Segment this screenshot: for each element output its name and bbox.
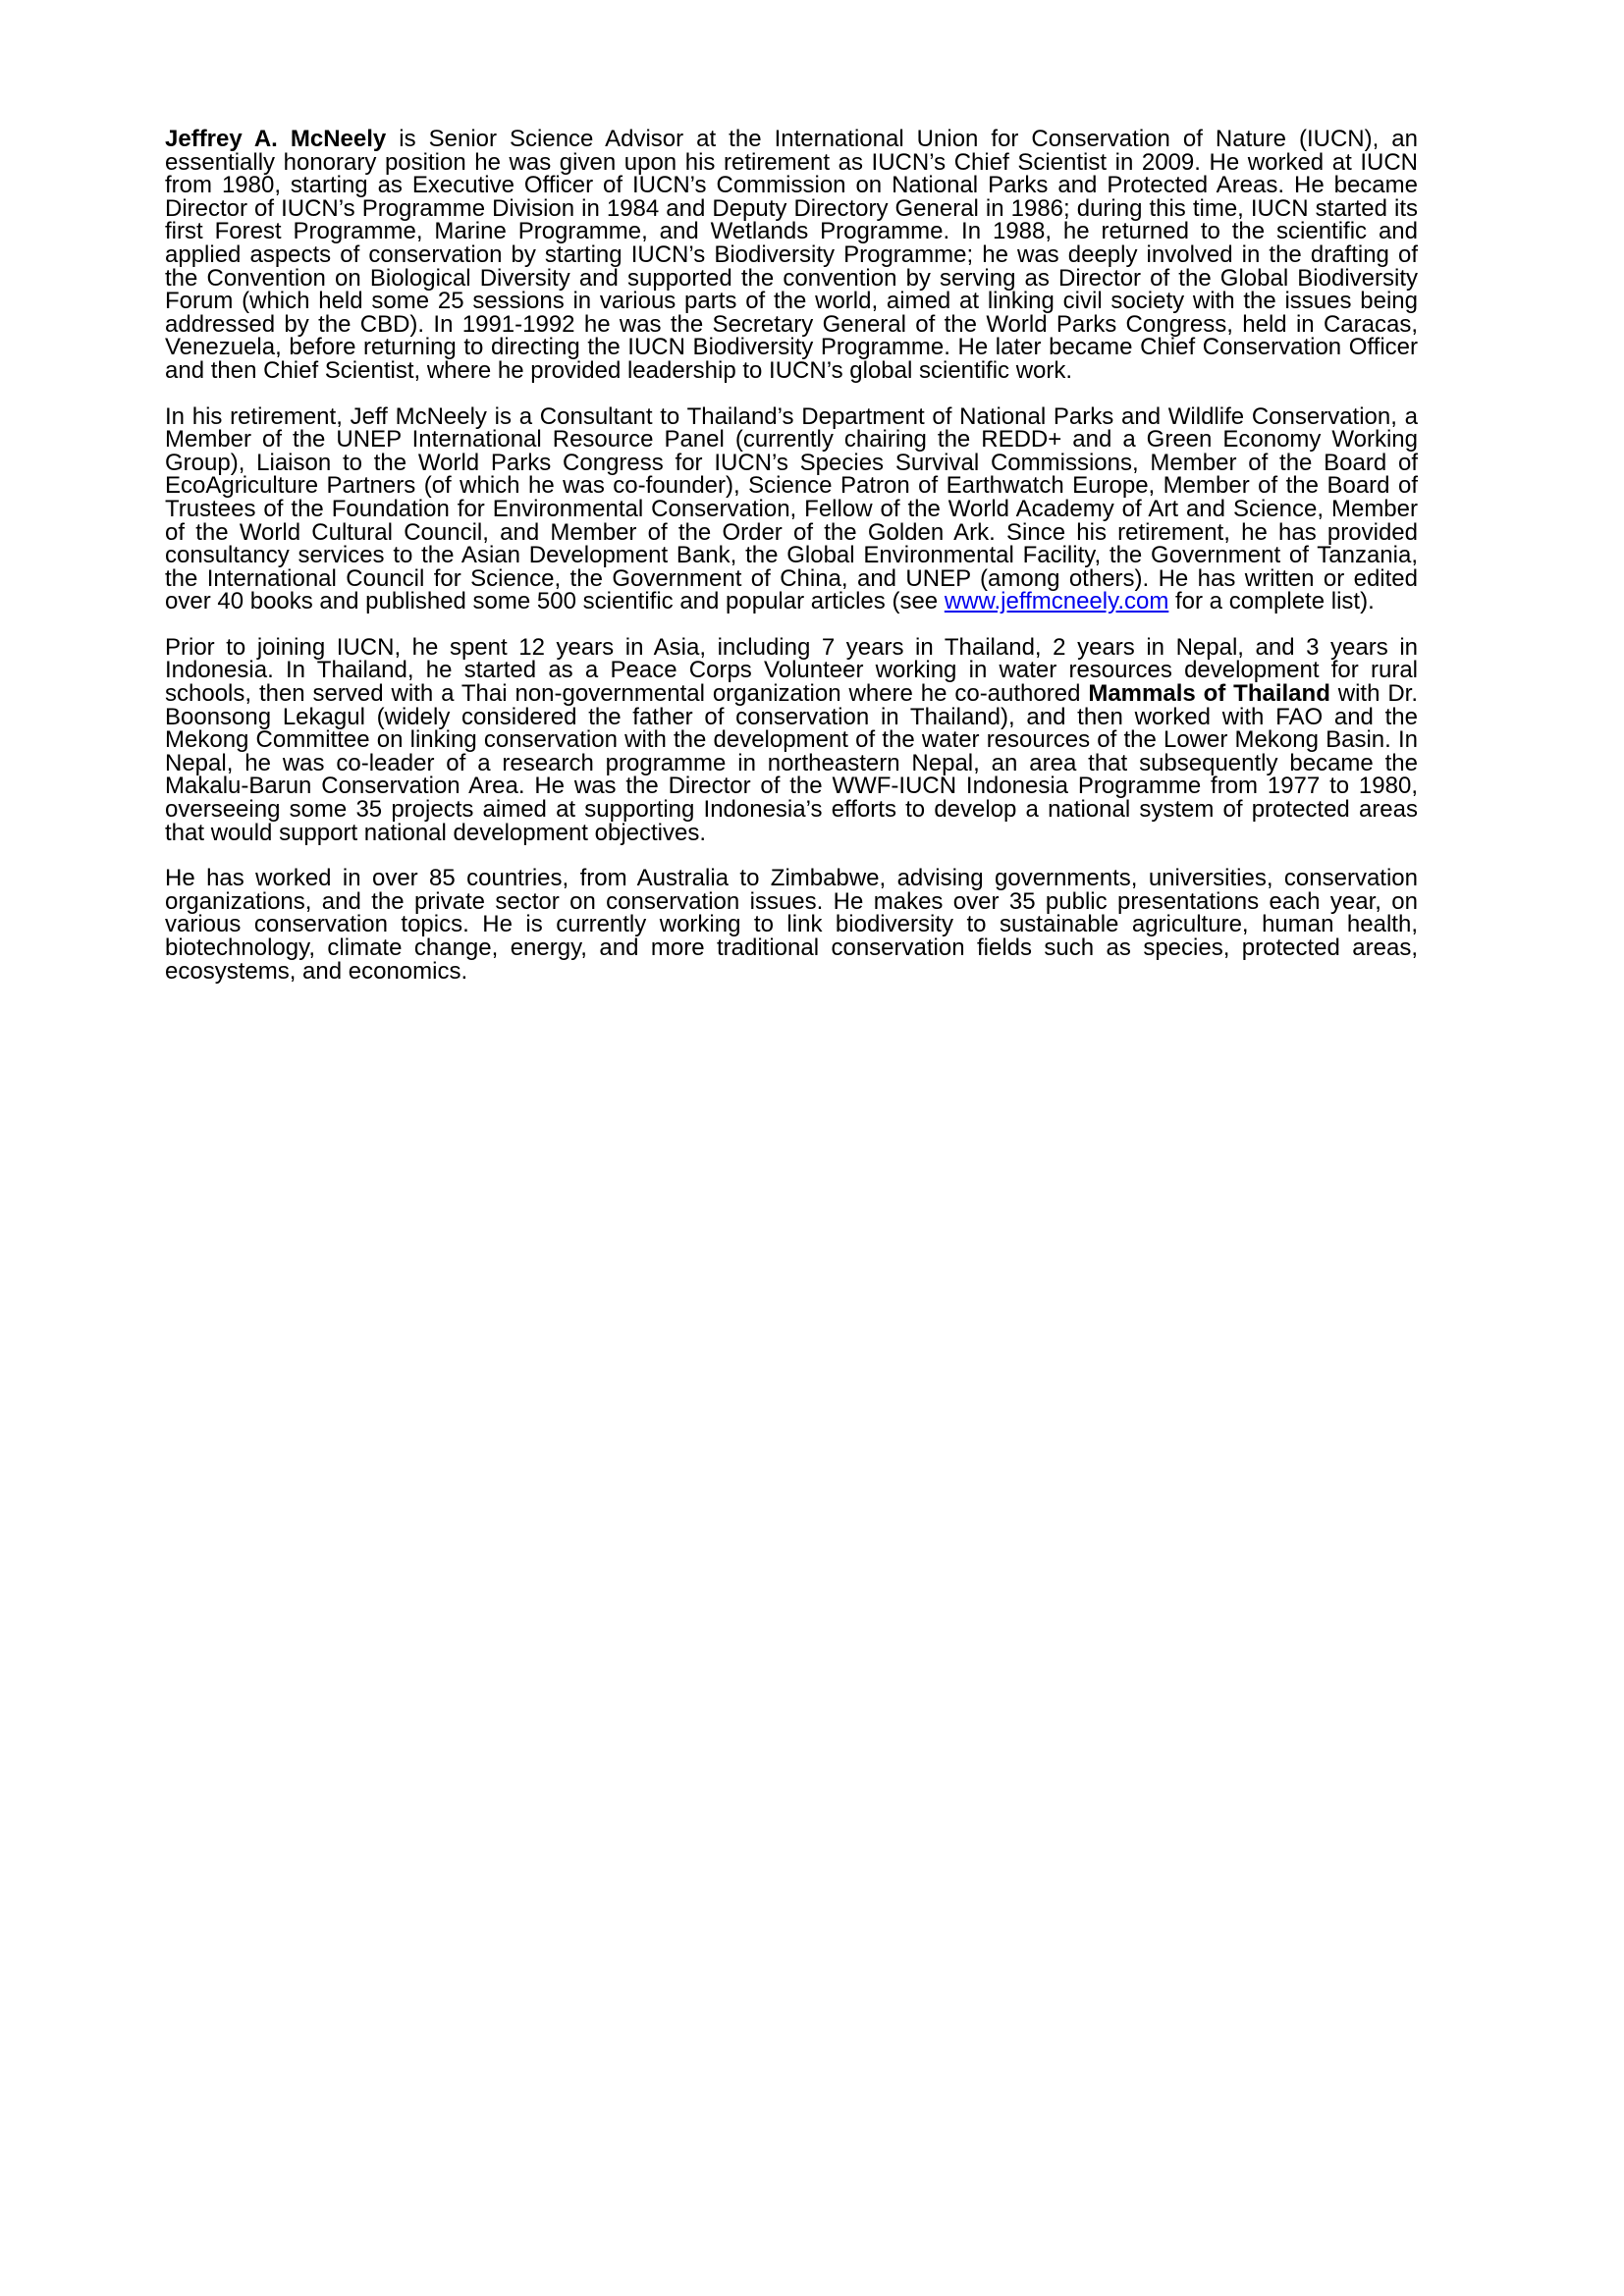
paragraph-retirement-roles-text-before-link: In his retirement, Jeff McNeely is a Consultant to Thailand’s Department of National Parks and Wildlife Conservation, a Member of the UNEP International Resource Panel (currently chairing the REDD+ and a Green Economy Working Group), Liaison to the World Parks Congress for IUCN’s Species Survival Commissions, Member of the Board of EcoAgriculture Partners (of which he was co-founder), Science Patron of Earthwatch Europe, Member of the Board of Trustees of the Foundation for Environmental Conservation, Fellow of the World Academy of Art and Science, Member of the World Cultural Council, and Member of the Order of the Golden Ark. Since his retirement, he has provided consultancy services to the Asian Development Bank, the Global Environmental Facility, the Government of Tanzania, the International Council for Science, the Government of China, and UNEP (among others). He has written or edited over 40 books and published some 500 scientific and popular articles (see (165, 402, 1418, 615)
paragraph-global-work (165, 867, 1418, 983)
document-text-body (165, 128, 1418, 983)
subject-name-bold: Jeffrey A. McNeely (165, 126, 387, 152)
paragraph-retirement-roles-text-after-link: for a complete list). (1168, 588, 1375, 615)
paragraph-retirement-roles (165, 402, 1418, 615)
paragraph-global-work-text: He has worked in over 85 countries, from Australia to Zimbabwe, advising governments, universities, conservation organizations, and the private sector on conservation issues. He makes over 35 public presentations each year, on various conservation topics. He is currently working to link biodiversity to sustainable agriculture, human health, biotechnology, climate change, energy, and more traditional conservation fields such as species, protected areas, ecosystems, and economics. (165, 865, 1418, 985)
paragraph-asia-years-text-after-bold: with Dr. Boonsong Lekagul (widely considered the father of conservation in Thailand), and then worked with FAO and the Mekong Committee on linking conservation with the development of the water resources of the Lower Mekong Basin. In Nepal, he was co-leader of a research programme in northeastern Nepal, an area that subsequently became the Makalu-Barun Conservation Area. He was the Director of the WWF-IUCN Indonesia Programme from 1977 to 1980, overseeing some 35 projects aimed at supporting Indonesia’s efforts to develop a national system of protected areas that would support national development objectives. (165, 680, 1419, 846)
jeffmcneely-website-link[interactable]: www.jeffmcneely.com (944, 588, 1169, 615)
book-title-mammals-of-thailand: Mammals of Thailand (1088, 680, 1330, 708)
paragraph-iucn-career (165, 128, 1418, 383)
paragraph-iucn-career-text: is Senior Science Advisor at the International Union for Conservation of Nature (IUCN), an essentially honorary position he was given upon his retirement as IUCN’s Chief Scientist in 2009. He worked at IUCN from 1980, starting as Executive Officer of IUCN’s Commission on National Parks and Protected Areas. He became Director of IUCN’s Programme Division in 1984 and Deputy Directory General in 1986; during this time, IUCN started its first Forest Programme, Marine Programme, and Wetlands Programme. In 1988, he returned to the scientific and applied aspects of conservation by starting IUCN’s Biodiversity Programme; he was deeply involved in the drafting of the Convention on Biological Diversity and supported the convention by serving as Director of the Global Biodiversity Forum (which held some 25 sessions in various parts of the world, aimed at linking civil society with the issues being addressed by the CBD). In 1991-1992 he was the Secretary General of the World Parks Congress, held in Caracas, Venezuela, before returning to directing the IUCN Biodiversity Programme. He later became Chief Conservation Officer and then Chief Scientist, where he provided leadership to IUCN’s global scientific work. (165, 126, 1418, 384)
paragraph-asia-years (165, 633, 1419, 846)
paragraph-asia-years-text-before-bold: Prior to joining IUCN, he spent 12 years in Asia, including 7 years in Thailand, 2 years in Nepal, and 3 years in Indonesia. In Thailand, he started as a Peace Corps Volunteer working in water resources development for rural schools, then served with a Thai non-governmental organization where he co-authored (165, 633, 1418, 708)
